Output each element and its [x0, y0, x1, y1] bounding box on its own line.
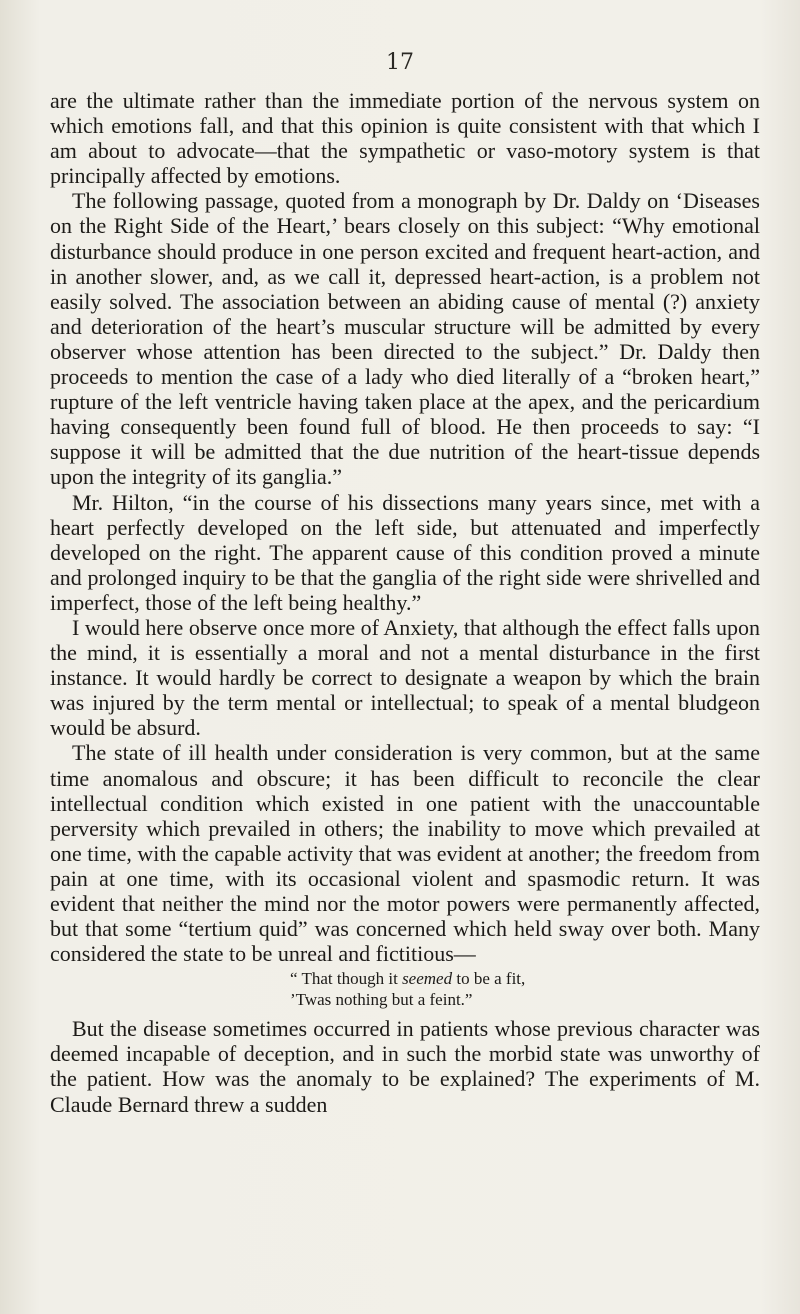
paragraph-bernard: But the disease sometimes occurred in patients whose previous character was deemed incapable of deception, and in such the morbid state was unworthy of the patient. How was the anomaly to be explained? The experiments of M. Claude Bernard threw a sudden: [50, 1016, 760, 1117]
paragraph-continuation: are the ultimate rather than the immediate portion of the nervous system on which emotions fall, and that this opinion is quite consistent with that which I am about to advocate—that the sympathetic or vaso-motory system is that principally affected by emotions.: [50, 88, 760, 189]
paragraph-ill-health: The state of ill health under consideration is very common, but at the same time anomalous and obscure; it has been difficult to reconcile the clear intellectual condition which existed in one patient with the unaccountable perversity which prevailed in others; the inability to move which prevailed at one time, with the capable activity that was evident at another; the freedom from pain at one time, with its occasional violent and spasmodic return. It was evident that neither the mind nor the motor powers were permanently affected, but that some “tertium quid” was concerned which held sway over both. Many considered the state to be unreal and fictitious—: [50, 740, 760, 967]
verse-quotation: [50, 968, 760, 1010]
page-number: 17: [386, 50, 414, 75]
verse-line-1: “ That though it seemed to be a fit,: [290, 969, 526, 989]
paragraph-anxiety: I would here observe once more of Anxiety, that although the effect falls upon the mind, it is essentially a moral and not a mental disturbance in the first instance. It would hardly be correct to designate a weapon by which the brain was injured by the term mental or intellectual; to speak of a mental bludgeon would be absurd.: [50, 614, 760, 741]
body-text: [50, 88, 760, 1117]
paragraph-hilton: Mr. Hilton, “in the course of his dissections many years since, met with a heart perfectly developed on the left side, but attenuated and imperfectly developed on the right. The apparent cause of this condition proved a minute and prolonged inquiry to be that the ganglia of the right side were shrivelled and imperfect, those of the left being healthy.”: [50, 489, 760, 615]
paragraph-daldy-quote: The following passage, quoted from a monograph by Dr. Daldy on ‘Diseases on the Right Side of the Heart,’ bears closely on this subject: “Why emotional disturbance should produce in one person excited and frequent heart-action, and in another slower, and, as we call it, depressed heart-action, is a problem not easily solved. The association between an abiding cause of mental (?) anxiety and deterioration of the heart’s muscular structure will be admitted by every observer whose attention has been directed to the subject.” Dr. Daldy then proceeds to mention the case of a lady who died literally of a “broken heart,” rupture of the left ventricle having taken place at the apex, and the pericardium having consequently been found full of blood. He then proceeds to say: “I suppose it will be admitted that the due nutrition of the heart-tissue depends upon the integrity of its ganglia.”: [50, 188, 760, 490]
verse-line-2: ’Twas nothing but a feint.”: [290, 990, 473, 1010]
verse-emphasis: seemed: [402, 969, 453, 989]
